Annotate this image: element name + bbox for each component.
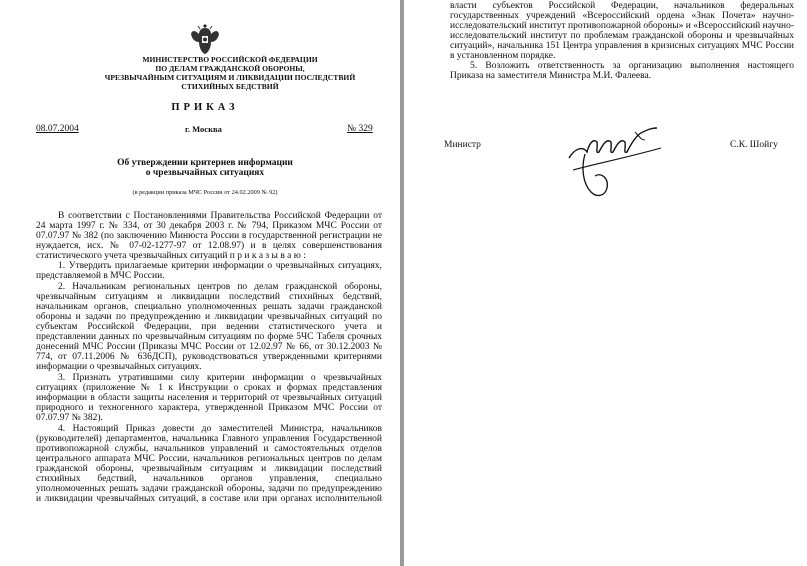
- body-left-line: информации в области защиты населения и территорий от чрезвычайных ситуаций: [36, 393, 382, 403]
- body-right-line: государственных учреждений «Всероссийский ордена «Знак Почета» научно-: [450, 11, 794, 21]
- signature-name: С.К. Шойгу: [730, 140, 778, 150]
- body-left-line: обороны и задачи по предупреждению и ликвидации чрезвычайных ситуаций по: [36, 312, 382, 322]
- page-left: [0, 0, 400, 566]
- doc-type-heading: ПРИКАЗ: [171, 102, 239, 113]
- body-left-line: природного и техногенного характера, утвержденной Приказом МЧС России от: [36, 403, 382, 413]
- body-left-line: субъектам Российской Федерации, при ведении статистического учета и: [36, 322, 382, 332]
- page-right: [404, 0, 807, 566]
- body-right-line: исследовательский институт противопожарной обороны» и «Всероссийский научно-: [450, 21, 794, 31]
- handwritten-signature: [565, 118, 665, 200]
- body-left-line: представляемой в МЧС России.: [36, 271, 165, 281]
- body-left-line: ситуациях (приложение № 1 к Инструкции о сроках и формах представления: [36, 383, 382, 393]
- body-right-line: в установленном порядке.: [450, 51, 556, 61]
- title-line-2: о чрезвычайных ситуациях: [145, 168, 265, 178]
- body-left-line: стихийных бедствий, начальников органов управления, специально: [36, 474, 382, 484]
- order-city: г. Москва: [185, 124, 222, 134]
- coat-of-arms-emblem: [190, 22, 220, 56]
- signature-position: Министр: [444, 140, 481, 150]
- body-left-line: 4. Настоящий Приказ довести до заместителей Министра, начальников: [58, 424, 382, 434]
- body-left-line: 1. Утвердить прилагаемые критерии информации о чрезвычайных ситуациях,: [58, 261, 382, 271]
- body-right-line: 5. Возложить ответственность за организацию выполнения настоящего: [470, 61, 794, 71]
- body-left-line: нуждается, исх. № 07-02-1277-97 от 12.08.97) и в целях совершенствования: [36, 241, 382, 251]
- body-left-line: 07.07.97 № 382).: [36, 413, 103, 423]
- body-left-line: центрального аппарата МЧС России, начальников региональных центров по делам: [36, 454, 382, 464]
- body-left-line: и ликвидации чрезвычайных ситуаций, в составе или при органах исполнительной: [36, 494, 382, 504]
- body-left-line: гражданской обороны, чрезвычайным ситуациям и ликвидации последствий: [36, 464, 382, 474]
- body-left-line: 24 марта 1997 г. № 334, от 30 декабря 2003 г. № 794, Приказом МЧС России от: [36, 221, 382, 231]
- body-left-line: 774, от 07.11.2006 № 636ДСП), руководствоваться утвержденными критериями: [36, 352, 382, 362]
- body-left-line: 2. Начальникам региональных центров по делам гражданской обороны,: [58, 282, 382, 292]
- body-left-line: статистического учета чрезвычайных ситуаций п р и к а з ы в а ю :: [36, 251, 306, 261]
- org-name-line-3: ЧРЕЗВЫЧАЙНЫМ СИТУАЦИЯМ И ЛИКВИДАЦИИ ПОСЛЕДСТВИЙ: [104, 73, 356, 82]
- body-left-line: представлении данных по чрезвычайным ситуациям по форме 5ЧС Табеля срочных: [36, 332, 382, 342]
- org-name-line-4: СТИХИЙНЫХ БЕДСТВИЙ: [181, 82, 279, 91]
- body-left-line: уполномоченных решать задачи гражданской обороны, задачи по предупреждению: [36, 484, 382, 494]
- body-right-line: исследовательский институт по проблемам гражданской обороны и чрезвычайных: [450, 31, 794, 41]
- body-left-line: начальникам органов, специально уполномоченных решать задачи гражданской: [36, 302, 382, 312]
- order-date: 08.07.2004: [36, 124, 79, 134]
- body-right-line: Приказа на заместителя Министра М.И. Фалеева.: [450, 71, 652, 81]
- body-left-line: чрезвычайным ситуациям и ликвидации последствий стихийных бедствий,: [36, 292, 382, 302]
- title-line-1: Об утверждении критериев информации: [117, 158, 293, 168]
- org-name-line-2: ПО ДЕЛАМ ГРАЖДАНСКОЙ ОБОРОНЫ,: [155, 64, 305, 73]
- body-left-line: противопожарной службы, начальников управлений и самостоятельных отделов: [36, 444, 382, 454]
- body-left-line: информации о чрезвычайных ситуациях.: [36, 362, 202, 372]
- body-left-line: донесений МЧС России (Приказы МЧС России от 12.02.97 № 66, от 30.12.2003 №: [36, 342, 382, 352]
- body-left-line: (руководителей) департаментов, начальника Главного управления Государственной: [36, 434, 382, 444]
- order-number: № 329: [347, 124, 373, 134]
- edition-note: (в редакции приказа МЧС России от 24.02.2009 № 92): [132, 189, 278, 196]
- body-left-line: 07.07.97 № 382 (по заключению Минюста России в государственной регистрации не: [36, 231, 382, 241]
- org-name-line-1: МИНИСТЕРСТВО РОССИЙСКОЙ ФЕДЕРАЦИИ: [142, 55, 318, 64]
- body-right-line: власти субъектов Российской Федерации, начальников федеральных: [450, 1, 794, 11]
- body-left-line: 3. Признать утратившими силу критерии информации о чрезвычайных: [58, 373, 382, 383]
- body-right-line: ситуаций», начальника 151 Центра управления в кризисных ситуациях МЧС России: [450, 41, 794, 51]
- body-left-line: В соответствии с Постановлениями Правительства Российской Федерации от: [58, 211, 382, 221]
